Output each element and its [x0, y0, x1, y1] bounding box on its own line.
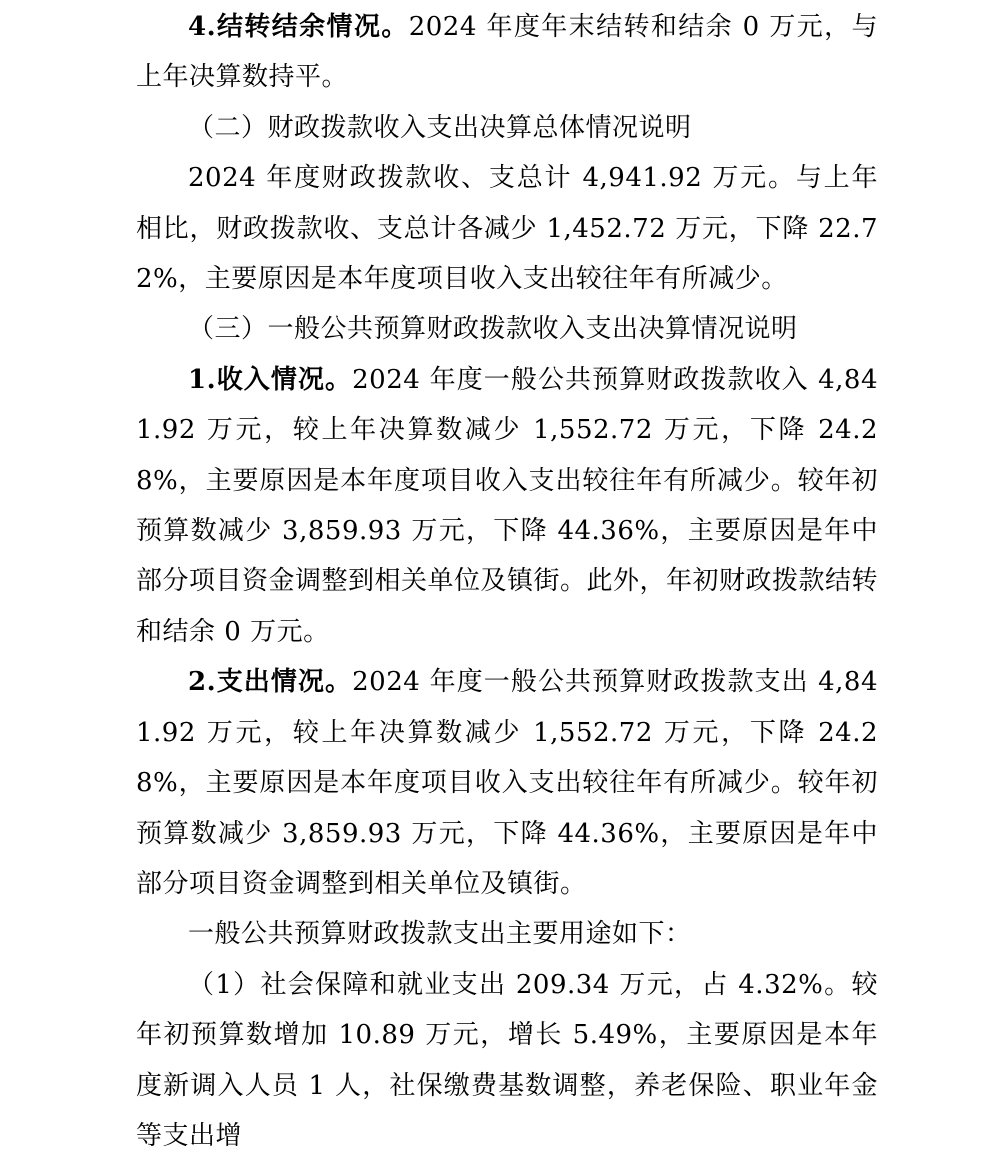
paragraph-carryover-balance [136, 2, 878, 103]
heading-text: （三）一般公共预算财政拨款收入支出决算情况说明 [188, 314, 798, 345]
paragraph-text: （1）社会保障和就业支出 209.34 万元，占 4.32%。较年初预算数增加 10.89 万元，增长 5.49%，主要原因是本年度新调入人员 1 人，社保缴费基数调整，养老保险、职业年金等支出增 [136, 969, 878, 1151]
paragraph-income [136, 355, 878, 657]
paragraph-text: 一般公共预算财政拨款支出主要用途如下： [188, 919, 692, 950]
paragraph-lead: 1.收入情况。 [188, 364, 353, 395]
paragraph-text: 2024 年度财政拨款收、支总计 4,941.92 万元。与上年相比，财政拨款收、支总计各减少 1,452.72 万元，下降 22.72%，主要原因是本年度项目收入支出较往年有所减少。 [136, 163, 878, 295]
paragraph-expenditure [136, 657, 878, 909]
paragraph-lead: 2.支出情况。 [188, 667, 353, 698]
paragraph-main-uses [136, 909, 878, 959]
document-page [136, 0, 878, 1161]
paragraph-text: 2024 年度一般公共预算财政拨款收入 4,841.92 万元，较上年决算数减少 1,552.72 万元，下降 24.28%，主要原因是本年度项目收入支出较往年有所减少。较年初预算数减少 3,859.93 万元，下降 44.36%，主要原因是年中部分项目资金调整到相关单位及镇街。此外，年初财政拨款结转和结余 0 万元。 [136, 364, 879, 647]
paragraph-text: 2024 年度一般公共预算财政拨款支出 4,841.92 万元，较上年决算数减少 1,552.72 万元，下降 24.28%，主要原因是本年度项目收入支出较往年有所减少。较年初预算数减少 3,859.93 万元，下降 44.36%，主要原因是年中部分项目资金调整到相关单位及镇街。 [136, 667, 878, 899]
paragraph-lead: 4.结转结余情况。 [188, 12, 409, 42]
paragraph-social-security [136, 960, 878, 1161]
section-heading-2 [136, 103, 878, 153]
paragraph-text: 2024 年度年末结转和结余 0 万元，与上年决算数持平。 [136, 12, 878, 93]
paragraph-fiscal-total [136, 153, 878, 304]
heading-text: （二）财政拨款收入支出决算总体情况说明 [188, 112, 692, 143]
section-heading-3 [136, 304, 878, 354]
